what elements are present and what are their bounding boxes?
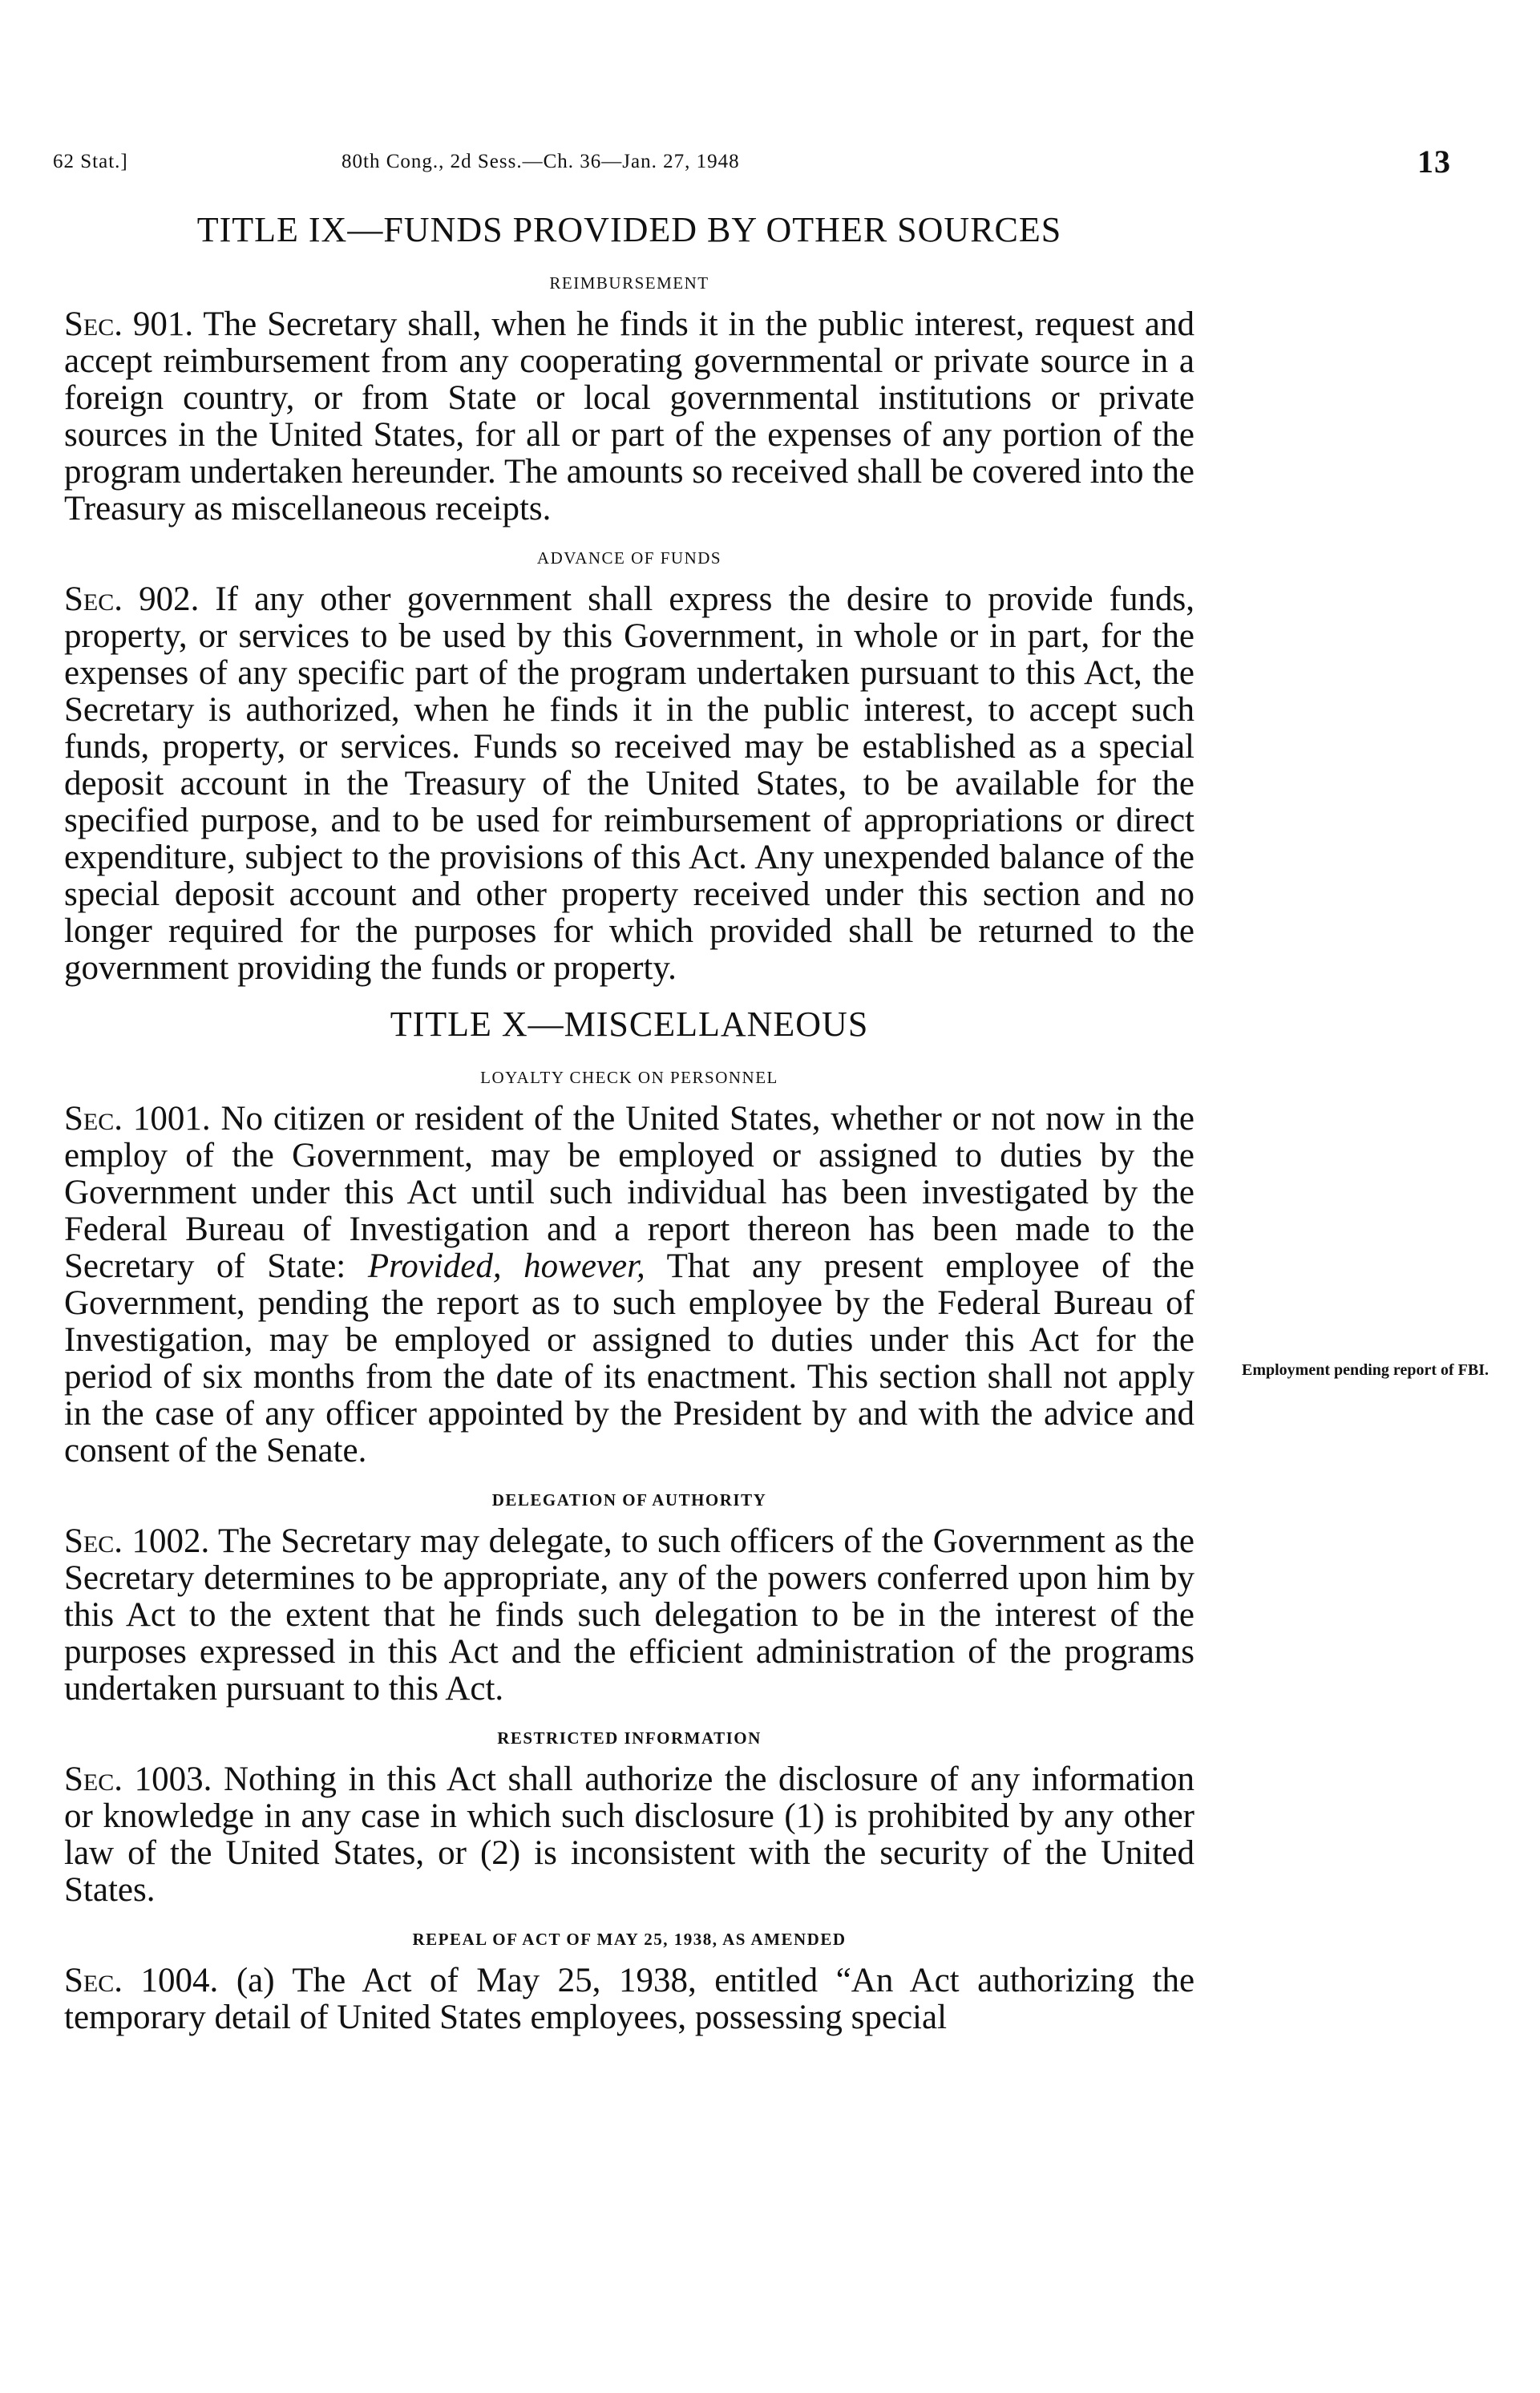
- section-heading-restricted-information: RESTRICTED INFORMATION: [497, 1728, 762, 1748]
- section-label: Sec. 1003.: [64, 1760, 212, 1799]
- margin-note-employment-pending: Employment pending report of FBI.: [1242, 1361, 1489, 1379]
- section-1002: [64, 1523, 1194, 1708]
- section-heading-delegation: DELEGATION OF AUTHORITY: [491, 1490, 767, 1510]
- section-heading-advance-of-funds: ADVANCE OF FUNDS: [536, 548, 722, 568]
- main-text: [64, 192, 1194, 2036]
- section-text: Nothing in this Act shall authorize the disclosure of any information or knowledge in any case in which such disclosure (1) is prohibited by any other law of the United States, or (2) is inconsistent with the security of the United States.: [64, 1760, 1195, 1910]
- section-1001: [64, 1101, 1194, 1469]
- volume-reference: 62 Stat.]: [53, 151, 128, 172]
- section-1003: [64, 1761, 1194, 1909]
- proviso-text: Provided, however,: [367, 1247, 645, 1286]
- section-text: (a) The Act of May 25, 1938, entitled “An Act authorizing the temporary detail of United States employees, possessing special: [64, 1962, 1195, 2037]
- section-label: Sec. 902.: [64, 580, 200, 619]
- section-text: No citizen or resident of the United States, whether or not now in the employ of the Government, may be employed or assigned to duties by the Government under this Act until such individual has been investigated by the Federal Bureau of Investigation and a report thereon has been made to the Secretary of State:: [64, 1100, 1195, 1286]
- section-901: [64, 306, 1194, 528]
- section-1004: [64, 1963, 1194, 2036]
- section-text-continued: That any present employee of the Government, pending the report as to such employee by the Federal Bureau of Investigation, may be employed or assigned to duties under this Act for the period of six months from the date of its enactment. This section shall not apply in the case of any officer appointed by the President by and with the advice and consent of the Senate.: [64, 1247, 1195, 1470]
- section-text: If any other government shall express the desire to provide funds, property, or services to be used by this Government, in whole or in part, for the expenses of any specific part of the program undertaken pursuant to this Act, the Secretary is authorized, when he finds it in the public interest, to accept such funds, property, or services. Funds so received may be established as a special deposit account in the Treasury of the United States, to be available for the specified purpose, and to be used for reimbursement of appropriations or direct expenditure, subject to the provisions of this Act. Any unexpended balance of the special deposit account and other property received under this section and no longer required for the purposes for which provided shall be returned to the government providing the funds or property.: [64, 580, 1195, 988]
- running-head: [53, 143, 1451, 178]
- page-number: 13: [1417, 143, 1451, 180]
- section-heading-reimbursement: REIMBURSEMENT: [549, 273, 709, 293]
- section-label: Sec. 1004.: [64, 1962, 219, 2000]
- title-ix-heading: TITLE IX—FUNDS PROVIDED BY OTHER SOURCES: [196, 210, 1062, 249]
- section-label: Sec. 1001.: [64, 1100, 211, 1138]
- section-902: [64, 581, 1194, 987]
- section-label: Sec. 901.: [64, 305, 194, 344]
- section-heading-repeal: REPEAL OF ACT OF MAY 25, 1938, AS AMENDED: [412, 1930, 847, 1950]
- section-text: The Secretary shall, when he finds it in the public interest, request and accept reimbursement from any cooperating governmental or private source in a foreign country, or from State or local governmental institutions or private sources in the United States, for all or part of the expenses of any portion of the program undertaken hereunder. The amounts so received shall be covered into the Treasury as miscellaneous receipts.: [64, 305, 1195, 528]
- section-heading-loyalty-check: LOYALTY CHECK ON PERSONNEL: [480, 1068, 778, 1088]
- section-label: Sec. 1002.: [64, 1522, 210, 1561]
- session-reference: 80th Cong., 2d Sess.—Ch. 36—Jan. 27, 1948: [342, 151, 740, 172]
- title-x-heading: TITLE X—MISCELLANEOUS: [390, 1004, 869, 1045]
- section-text: The Secretary may delegate, to such officers of the Government as the Secretary determines to be appropriate, any of the powers conferred upon him by this Act to the extent that he finds such delegation to be in the interest of the purposes expressed in this Act and the efficient administration of the programs undertaken pursuant to this Act.: [64, 1522, 1194, 1708]
